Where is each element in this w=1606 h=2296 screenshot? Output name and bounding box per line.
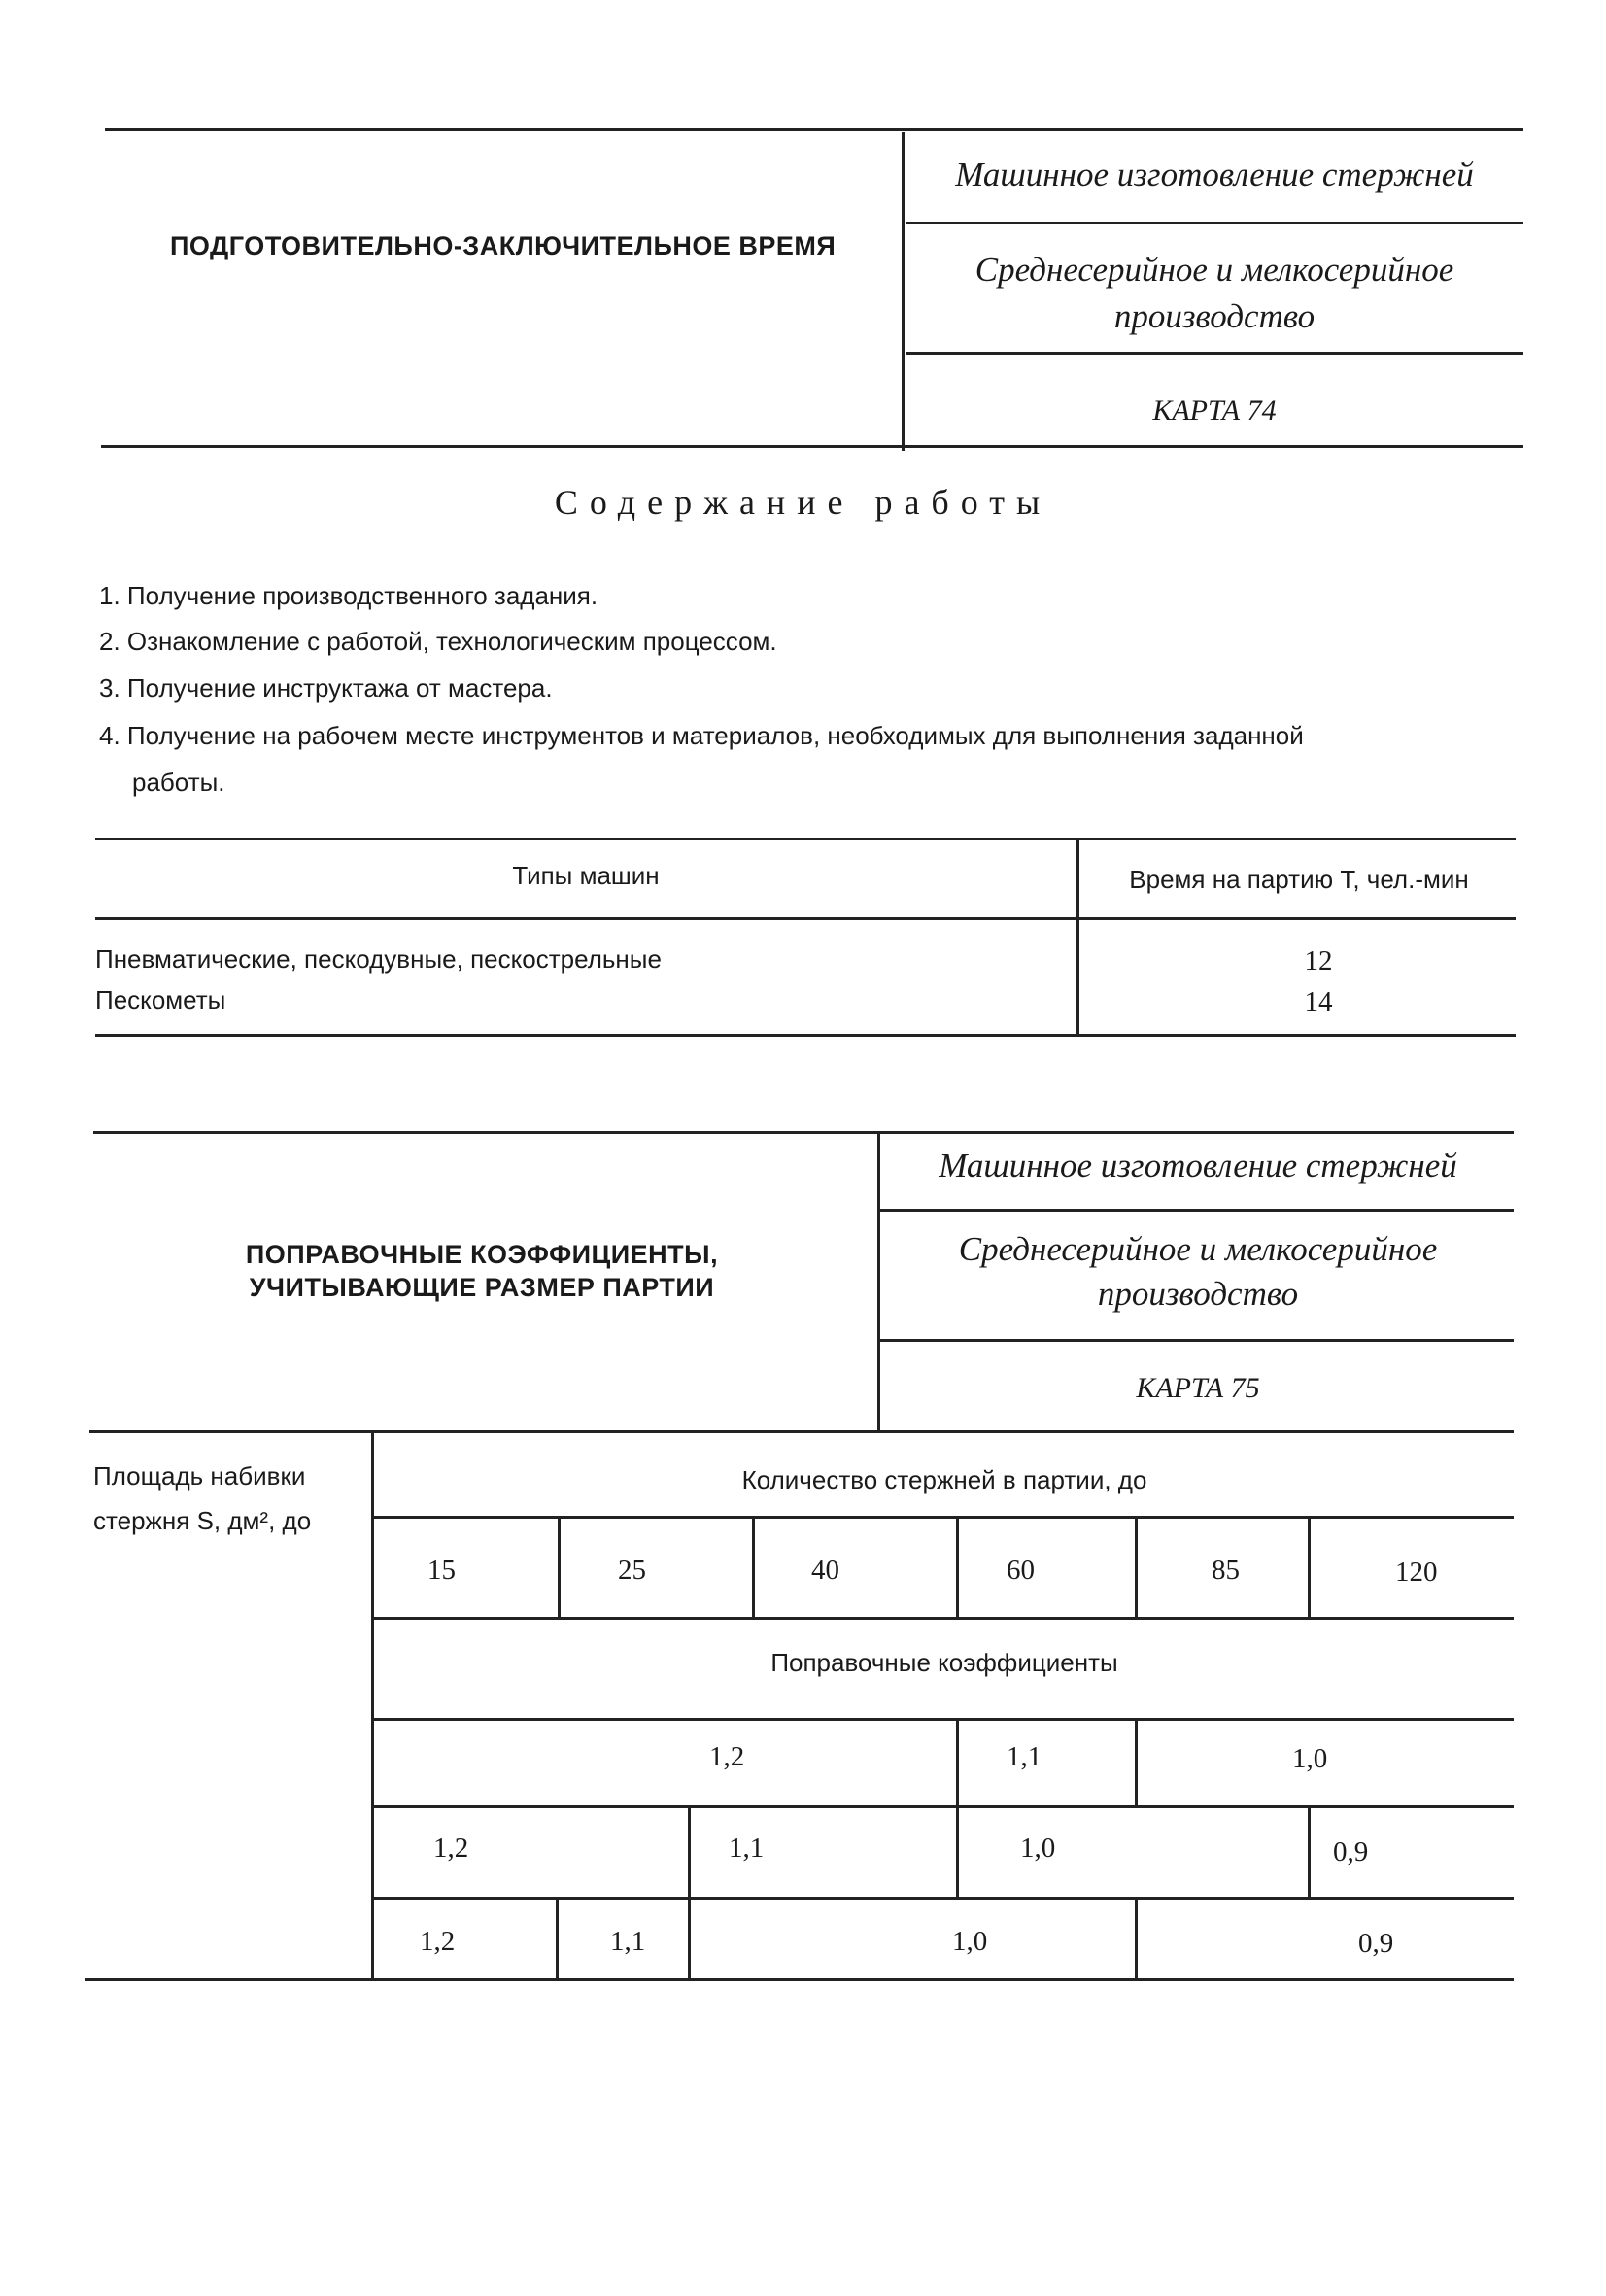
card75-bottom-rule [89, 1430, 1514, 1433]
step-1: 1. Получение производственного задания. [99, 581, 598, 610]
quantity-15: 15 [427, 1555, 456, 1586]
card75-rule-1 [880, 1209, 1514, 1212]
card74-header-divider [902, 132, 905, 451]
r2-div-1 [688, 1807, 691, 1899]
quantity-header: Количество стержней в партии, до [741, 1465, 1147, 1494]
card74-process: Машинное изготовление стержней [955, 155, 1474, 193]
card75-process: Машинное изготовление стержней [939, 1147, 1457, 1184]
card74-rule-2 [906, 352, 1523, 355]
quantity-60: 60 [1007, 1555, 1035, 1586]
q-div-2 [752, 1518, 755, 1617]
q-div-4 [1135, 1518, 1138, 1617]
row2-rule [373, 1897, 1514, 1900]
r1-div-1 [956, 1720, 959, 1807]
card74-title: ПОДГОТОВИТЕЛЬНО-ЗАКЛЮЧИТЕЛЬНОЕ ВРЕМЯ [170, 231, 837, 260]
row3-coef-1: 1,2 [420, 1926, 456, 1957]
row1-coef-2: 1,1 [1007, 1741, 1042, 1772]
step-3: 3. Получение инструктажа от мастера. [99, 673, 553, 703]
step-2: 2. Ознакомление с работой, технологическим процессом. [99, 627, 777, 656]
step-4-cont: работы. [132, 768, 225, 797]
area-label-line1: Площадь набивки [93, 1461, 306, 1491]
table74-top [95, 838, 1516, 840]
row2-coef-3: 1,0 [1020, 1833, 1056, 1864]
row1-coef-3: 1,0 [1292, 1743, 1328, 1774]
coef-header-rule [373, 1718, 1514, 1721]
card75-production-line2: производство [1097, 1275, 1299, 1313]
card74-rule-1 [906, 222, 1523, 224]
r3-div-2 [688, 1899, 691, 1980]
table74-col1-header: Типы машин [512, 861, 660, 890]
area-label-line2: стержня S, дм², до [93, 1506, 312, 1535]
card75-header-divider [877, 1133, 880, 1432]
r2-div-2 [956, 1807, 959, 1899]
q-div-1 [558, 1518, 561, 1617]
quantity-85: 85 [1212, 1555, 1240, 1586]
card75-title-line1: ПОПРАВОЧНЫЕ КОЭФФИЦИЕНТЫ, [245, 1240, 719, 1269]
quantity-header-rule [373, 1516, 1514, 1519]
quantity-40: 40 [811, 1555, 839, 1586]
table74-bottom [95, 1034, 1516, 1037]
quantity-120: 120 [1395, 1557, 1438, 1588]
table74-divider [1076, 840, 1079, 1034]
r3-div-3 [1135, 1899, 1138, 1980]
coef-header: Поправочные коэффициенты [770, 1648, 1118, 1677]
r1-div-2 [1135, 1720, 1138, 1807]
r2-div-3 [1308, 1807, 1311, 1899]
table75-bottom [85, 1978, 1514, 1981]
table74-header-rule [95, 917, 1516, 920]
r3-div-1 [556, 1899, 559, 1980]
q-div-5 [1308, 1518, 1311, 1617]
row3-coef-4: 0,9 [1358, 1928, 1394, 1959]
content-heading: Содержание работы [554, 483, 1052, 522]
card75-top-rule [93, 1131, 1514, 1134]
row2-coef-2: 1,1 [729, 1833, 765, 1864]
card75-title-line2: УЧИТЫВАЮЩИЕ РАЗМЕР ПАРТИИ [249, 1273, 715, 1302]
card75-production-line1: Среднесерийное и мелкосерийное [958, 1230, 1438, 1268]
q-div-3 [956, 1518, 959, 1617]
row3-coef-3: 1,0 [952, 1926, 988, 1957]
table74-row2-type: Пескометы [95, 985, 226, 1014]
row1-coef-1: 1,2 [709, 1741, 745, 1772]
card74-production-line1: Среднесерийное и мелкосерийное [974, 251, 1454, 289]
table74-col2-header: Время на партию Т, чел.-мин [1129, 865, 1469, 894]
card74-bottom-rule [101, 445, 1523, 448]
step-4: 4. Получение на рабочем месте инструментов и материалов, необходимых для выполнения заданной [99, 721, 1304, 750]
quantity-25: 25 [618, 1555, 646, 1586]
table74-row2-time: 14 [1304, 986, 1333, 1017]
row2-coef-1: 1,2 [433, 1833, 469, 1864]
card74-top-rule [105, 128, 1523, 131]
table74-row1-time: 12 [1304, 945, 1333, 977]
card74-number: КАРТА 74 [1152, 394, 1277, 427]
card75-number: КАРТА 75 [1136, 1372, 1260, 1404]
row1-rule [373, 1805, 1514, 1808]
card75-rule-2 [880, 1339, 1514, 1342]
row2-coef-4: 0,9 [1333, 1836, 1369, 1868]
table74-row1-type: Пневматические, пескодувные, пескострельные [95, 944, 662, 974]
row3-coef-2: 1,1 [610, 1926, 646, 1957]
card74-production-line2: производство [1113, 297, 1316, 335]
quantities-rule [373, 1617, 1514, 1620]
